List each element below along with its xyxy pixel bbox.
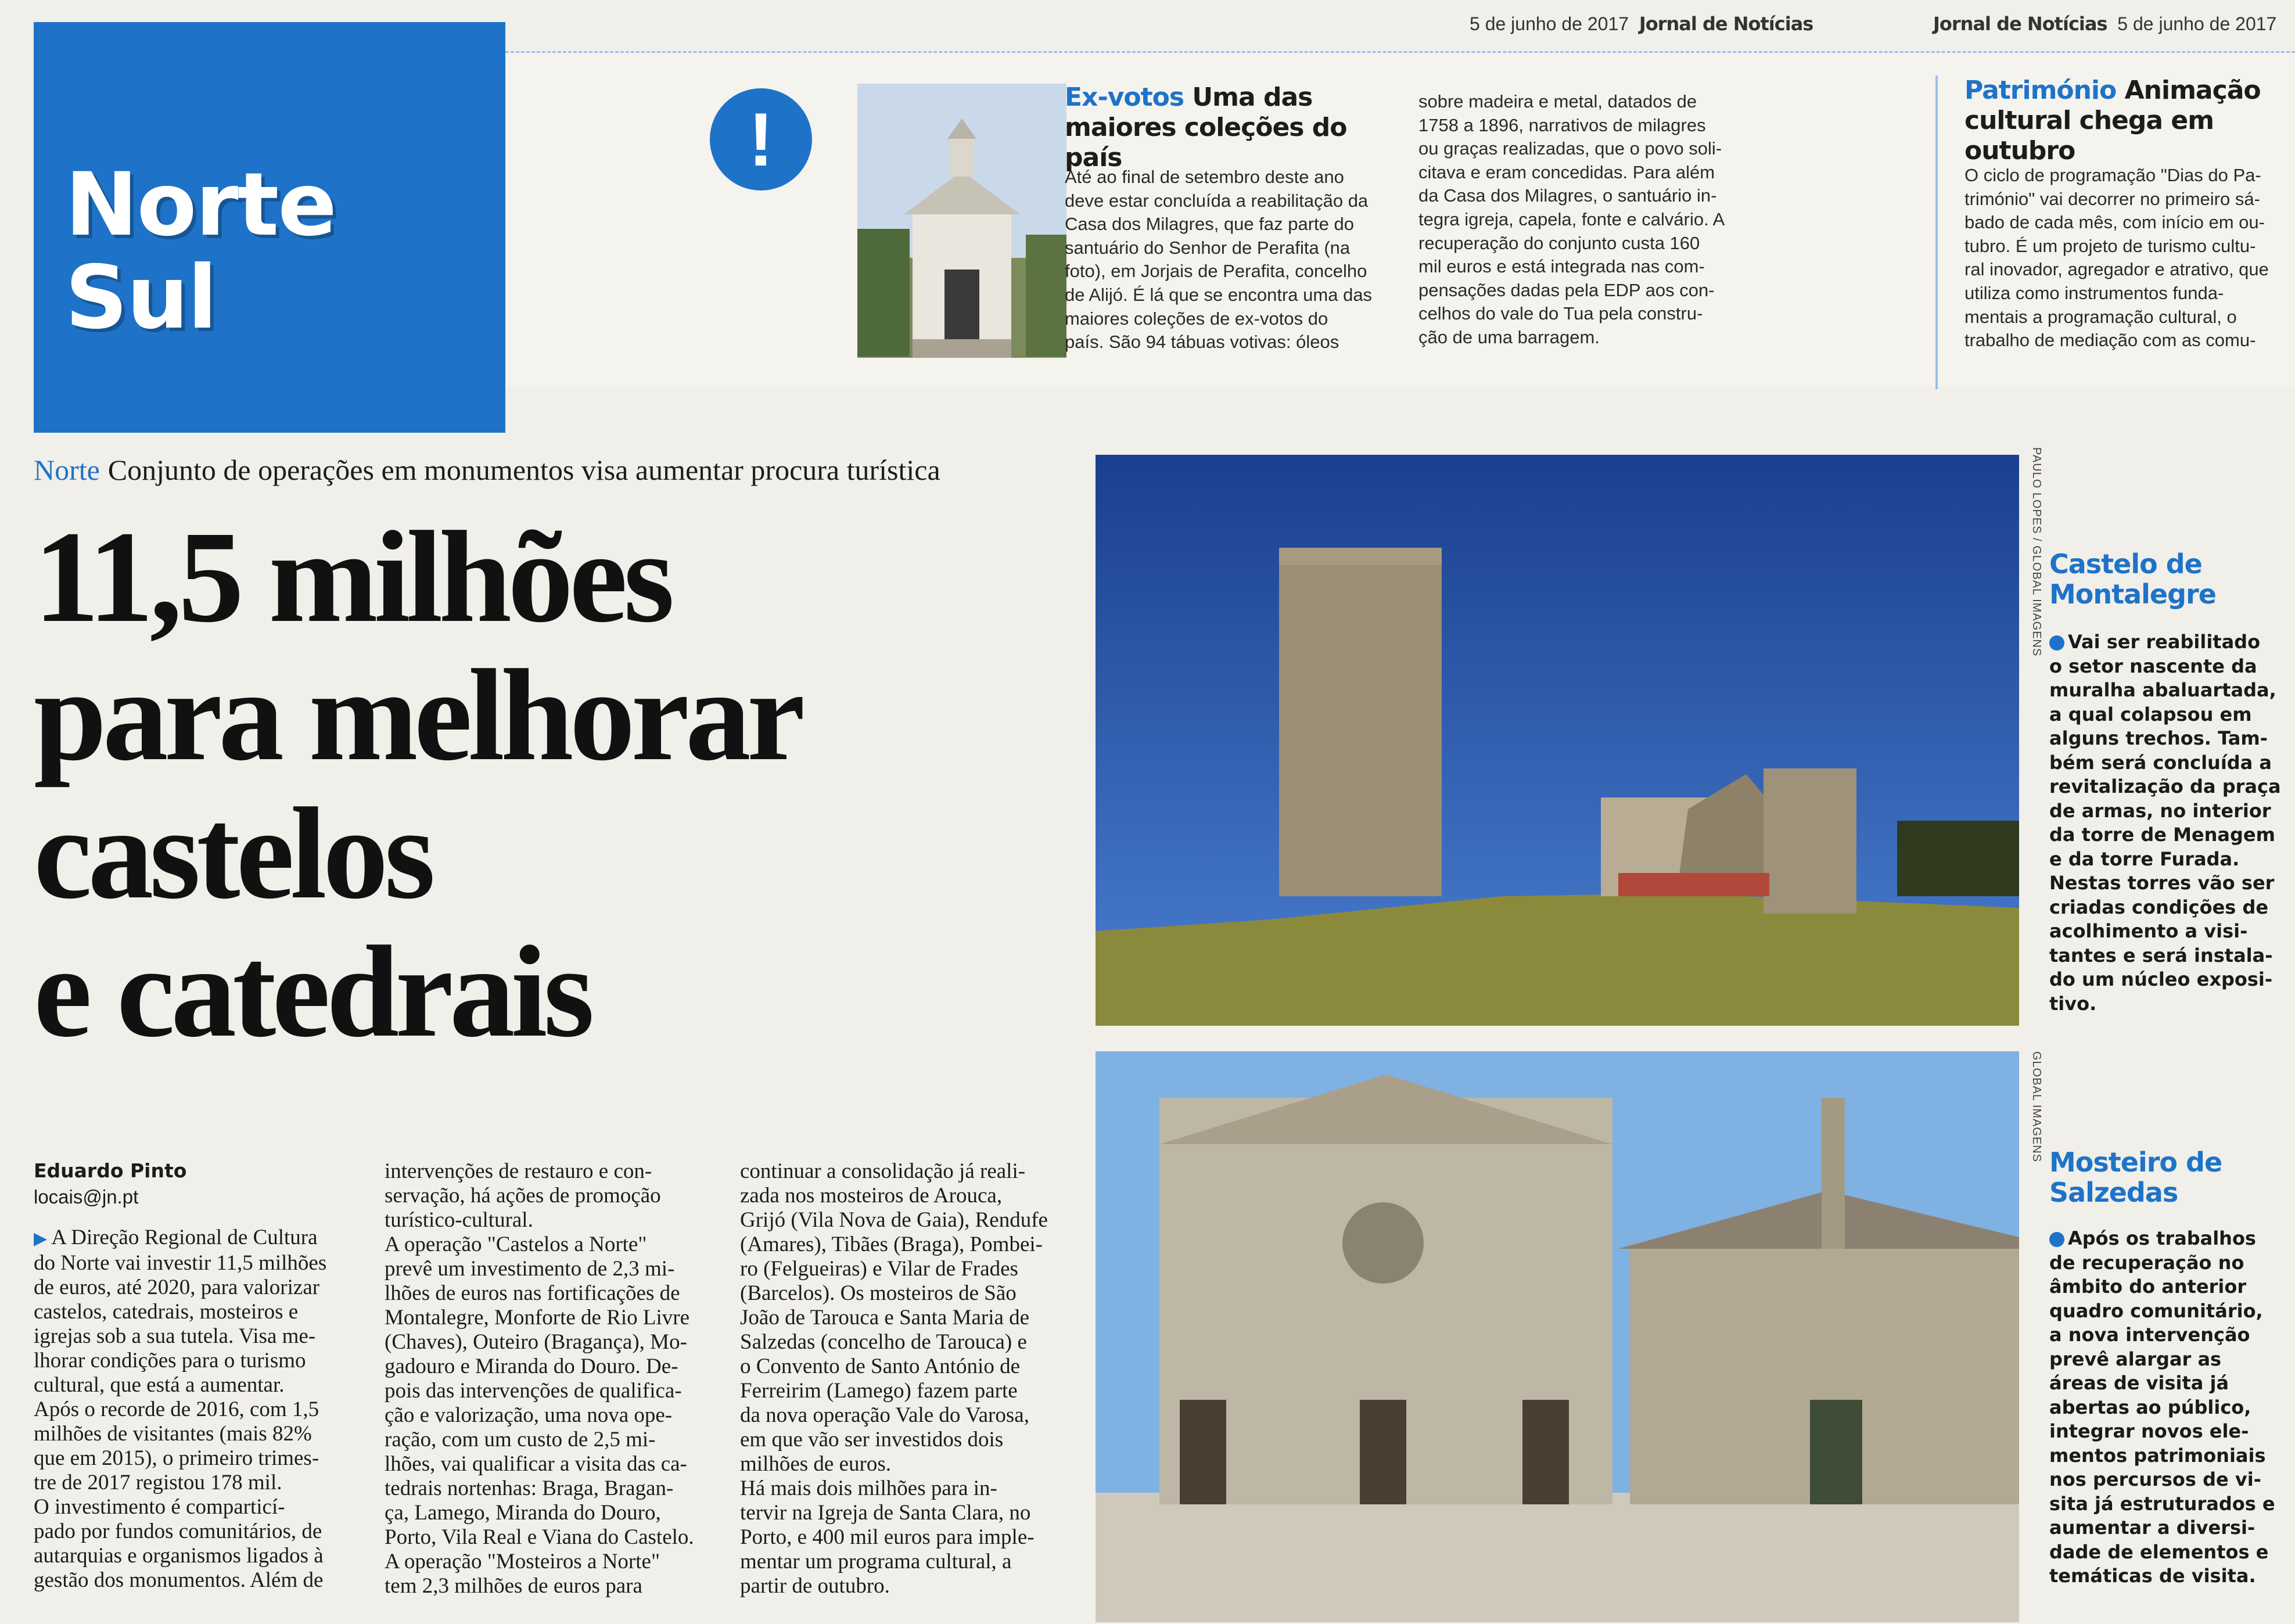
body-line: (Chaves), Outeiro (Bragança), Mo- bbox=[385, 1330, 687, 1354]
mosteiro-photo-credit: GLOBAL IMAGENS bbox=[2030, 1051, 2043, 1163]
exvotos-line: santuário do Senhor de Perafita (na bbox=[1065, 237, 1351, 258]
byline-email: locais@jn.pt bbox=[34, 1186, 139, 1208]
exvotos-chapel-photo bbox=[857, 84, 1066, 358]
castelo-montalegre-photo bbox=[1096, 455, 2019, 1026]
body-line: ção e valorização, uma nova ope- bbox=[385, 1403, 673, 1427]
exvotos-title bbox=[1065, 82, 1402, 173]
castelo-line: do um núcleo exposi- bbox=[2049, 968, 2273, 990]
body-line: que em 2015), o primeiro trimes- bbox=[34, 1446, 319, 1470]
exvotos-line: foto), em Jorjais de Perafita, concelho bbox=[1065, 261, 1367, 282]
mosteiro-line: aumentar a diversi- bbox=[2049, 1517, 2256, 1539]
headline-line-2: para melhorar bbox=[34, 642, 802, 788]
article-col-1 bbox=[34, 1226, 359, 1593]
mosteiro-caption-body bbox=[2049, 1227, 2287, 1589]
body-line: Grijó (Vila Nova de Gaia), Rendufe bbox=[740, 1208, 1048, 1232]
bullet-marker bbox=[2049, 1227, 2068, 1249]
castelo-caption-title: Castelo de Montalegre bbox=[2049, 548, 2216, 610]
body-line: João de Tarouca e Santa Maria de bbox=[740, 1306, 1030, 1330]
body-line: pado por fundos comunitários, de bbox=[34, 1519, 322, 1543]
patrimonio-line: utiliza como instrumentos funda- bbox=[1964, 282, 2224, 303]
exvotos-line: maiores coleções de ex-votos do bbox=[1065, 308, 1328, 329]
section-line-2: Sul bbox=[65, 247, 217, 348]
mosteiro-line: integrar novos ele- bbox=[2049, 1420, 2249, 1442]
body-line: A operação "Mosteiros a Norte" bbox=[385, 1550, 660, 1573]
header-right bbox=[1933, 13, 2276, 35]
body-line: servação, há ações de promoção bbox=[385, 1184, 661, 1208]
mosteiro-line: temáticas de visita. bbox=[2049, 1565, 2256, 1587]
body-line: da nova operação Vale do Varosa, bbox=[740, 1403, 1029, 1427]
patrimonio-line: ral inovador, agregador e atrativo, que bbox=[1964, 259, 2269, 280]
body-line: tem 2,3 milhões de euros para bbox=[385, 1574, 642, 1598]
exvotos-line: da Casa dos Milagres, o santuário in- bbox=[1418, 185, 1717, 206]
body-line: ração, com um custo de 2,5 mi- bbox=[385, 1428, 656, 1451]
patrimonio-keyword: Património bbox=[1964, 76, 2117, 105]
bullet-marker: ▶ bbox=[34, 1229, 48, 1248]
body-line: Porto, Vila Real e Viana do Castelo. bbox=[385, 1525, 694, 1549]
mosteiro-line: áreas de visita já bbox=[2049, 1372, 2229, 1394]
mosteiro-caption-title: Mosteiro de Salzedas bbox=[2049, 1147, 2222, 1208]
patrimonio-body bbox=[1964, 164, 2287, 353]
body-line: prevê um investimento de 2,3 mi- bbox=[385, 1257, 675, 1281]
patrimonio-line: mentais a programação cultural, o bbox=[1964, 306, 2237, 327]
section-line-1: Norte bbox=[65, 155, 336, 256]
body-line: castelos, catedrais, mosteiros e bbox=[34, 1300, 299, 1324]
body-line: pois das intervenções de qualifica- bbox=[385, 1379, 682, 1403]
mosteiro-line: de recuperação no bbox=[2049, 1251, 2244, 1274]
exclamation-icon: ! bbox=[710, 88, 812, 191]
castelo-line: criadas condições de bbox=[2049, 896, 2269, 918]
body-line: Ferreirim (Lamego) fazem parte bbox=[740, 1379, 1018, 1403]
patrimonio-line: tubro. É um projeto de turismo cultu- bbox=[1964, 235, 2256, 256]
body-line: milhões de euros. bbox=[740, 1452, 891, 1476]
body-line: tervir na Igreja de Santa Clara, no bbox=[740, 1501, 1031, 1525]
body-line: partir de outubro. bbox=[740, 1574, 890, 1598]
exvotos-line: tegra igreja, capela, fonte e calvário. A bbox=[1418, 209, 1725, 229]
patrimonio-line: trabalho de mediação com as comu- bbox=[1964, 330, 2256, 351]
mosteiro-line-text: Após os trabalhos bbox=[2068, 1227, 2256, 1249]
header-right-date: 5 de junho de 2017 bbox=[2117, 13, 2277, 34]
castelo-line bbox=[2049, 630, 2287, 655]
mosteiro-line: dade de elementos e bbox=[2049, 1540, 2269, 1563]
exvotos-line: de Alijó. É lá que se encontra uma das bbox=[1065, 284, 1373, 305]
body-line: autarquias e organismos ligados à bbox=[34, 1544, 324, 1568]
body-line: tedrais nortenhas: Braga, Bragan- bbox=[385, 1476, 674, 1500]
body-line: Montalegre, Monforte de Rio Livre bbox=[385, 1306, 690, 1330]
castelo-line: Nestas torres vão ser bbox=[2049, 872, 2275, 894]
mosteiro-line: quadro comunitário, bbox=[2049, 1299, 2263, 1322]
castelo-line: bém será concluída a bbox=[2049, 751, 2272, 774]
bullet-marker bbox=[2049, 631, 2068, 653]
mosteiro-line: nos percursos de vi- bbox=[2049, 1468, 2261, 1490]
exvotos-line: pensações dadas pela EDP aos con- bbox=[1418, 279, 1715, 300]
castelo-line: tivo. bbox=[2049, 992, 2097, 1015]
article-kicker bbox=[34, 453, 940, 487]
headline-line-3: castelos bbox=[34, 781, 432, 926]
body-line: A operação "Castelos a Norte" bbox=[385, 1233, 647, 1256]
header-right-paper: Jornal de Notícias bbox=[1933, 13, 2107, 35]
castelo-line: revitalização da praça bbox=[2049, 775, 2281, 797]
exvotos-line: mil euros e está integrada nas com- bbox=[1418, 256, 1705, 277]
exvotos-line: recuperação do conjunto custa 160 bbox=[1418, 232, 1700, 253]
exvotos-line: ção de uma barragem. bbox=[1418, 326, 1600, 347]
body-line: de euros, até 2020, para valorizar bbox=[34, 1276, 320, 1299]
castelo-line: da torre de Menagem bbox=[2049, 824, 2275, 846]
body-line: tre de 2017 registou 178 mil. bbox=[34, 1471, 282, 1494]
body-line: Salzedas (concelho de Tarouca) e bbox=[740, 1330, 1027, 1354]
section-badge bbox=[34, 22, 505, 433]
castelo-line: e da torre Furada. bbox=[2049, 847, 2240, 870]
patrimonio-line: trimónio" vai decorrer no primeiro sá- bbox=[1964, 188, 2260, 209]
castelo-photo-credit: PAULO LOPES / GLOBAL IMAGENS bbox=[2030, 447, 2043, 657]
exvotos-keyword: Ex-votos bbox=[1065, 82, 1184, 112]
castelo-caption-body bbox=[2049, 630, 2287, 1016]
body-line: continuar a consolidação já reali- bbox=[740, 1159, 1026, 1183]
body-line: lhorar condições para o turismo bbox=[34, 1349, 306, 1373]
body-line: Porto, e 400 mil euros para imple- bbox=[740, 1525, 1035, 1549]
article-col-3 bbox=[740, 1159, 1065, 1598]
body-line: O investimento é comparticí- bbox=[34, 1495, 285, 1519]
body-line: do Norte vai investir 11,5 milhões bbox=[34, 1251, 327, 1275]
mosteiro-line: mentos patrimoniais bbox=[2049, 1444, 2266, 1467]
header-left bbox=[1470, 13, 1813, 35]
exvotos-line: ou graças realizadas, que o povo soli- bbox=[1418, 138, 1722, 159]
article-col-2 bbox=[385, 1159, 713, 1598]
body-line bbox=[34, 1226, 359, 1251]
body-line: turístico-cultural. bbox=[385, 1208, 533, 1232]
patrimonio-title-text: Animação cultural chega em outubro bbox=[1964, 76, 2261, 166]
exvotos-title-text: Uma das maiores coleções do país bbox=[1065, 82, 1347, 173]
exvotos-line: Casa dos Milagres, que faz parte do bbox=[1065, 214, 1354, 235]
patrimonio-line: O ciclo de programação "Dias do Pa- bbox=[1964, 165, 2261, 185]
patrimonio-title bbox=[1964, 76, 2290, 166]
castelo-line: de armas, no interior bbox=[2049, 799, 2271, 822]
byline-author: Eduardo Pinto bbox=[34, 1159, 187, 1182]
mosteiro-line: âmbito do anterior bbox=[2049, 1276, 2247, 1298]
header-left-paper: Jornal de Notícias bbox=[1639, 13, 1813, 35]
exvotos-line: sobre madeira e metal, datados de bbox=[1418, 91, 1697, 112]
body-line: o Convento de Santo António de bbox=[740, 1354, 1020, 1378]
exvotos-line: 1758 a 1896, narrativos de milagres bbox=[1418, 114, 1706, 135]
body-line: (Barcelos). Os mosteiros de São bbox=[740, 1281, 1017, 1305]
kicker-keyword: Norte bbox=[34, 454, 100, 486]
kicker-text: Conjunto de operações em monumentos visa aumentar procura turística bbox=[107, 454, 940, 486]
exvotos-body-col2 bbox=[1418, 90, 1745, 350]
exvotos-line: Até ao final de setembro deste ano bbox=[1065, 167, 1344, 187]
mosteiro-line: abertas ao público, bbox=[2049, 1396, 2251, 1418]
body-line: lhões de euros nas fortificações de bbox=[385, 1281, 680, 1305]
body-line: intervenções de restauro e con- bbox=[385, 1159, 652, 1183]
body-line: cultural, que está a aumentar. bbox=[34, 1373, 285, 1397]
patrimonio-line: bado de cada mês, com início em ou- bbox=[1964, 212, 2265, 233]
mosteiro-line bbox=[2049, 1227, 2287, 1251]
exvotos-line: país. São 94 tábuas votivas: óleos bbox=[1065, 332, 1339, 353]
mosteiro-line: sita já estruturados e bbox=[2049, 1492, 2275, 1515]
body-line: gestão dos monumentos. Além de bbox=[34, 1568, 324, 1592]
body-line: (Amares), Tibães (Braga), Pombei- bbox=[740, 1233, 1043, 1256]
headline-line-1: 11,5 milhões bbox=[34, 504, 671, 649]
body-line: gadouro e Miranda do Douro. De- bbox=[385, 1354, 678, 1378]
body-line: milhões de visitantes (mais 82% bbox=[34, 1422, 312, 1446]
body-line: lhões, vai qualificar a visita das ca- bbox=[385, 1452, 687, 1476]
body-line: Após o recorde de 2016, com 1,5 bbox=[34, 1397, 319, 1421]
body-line: ro (Felgueiras) e Vilar de Frades bbox=[740, 1257, 1018, 1281]
mosteiro-line: a nova intervenção bbox=[2049, 1324, 2250, 1346]
body-line: em que vão ser investidos dois bbox=[740, 1428, 1004, 1451]
exvotos-line: celhos do vale do Tua pela constru- bbox=[1418, 303, 1703, 324]
castelo-line: muralha abaluartada, bbox=[2049, 679, 2276, 701]
body-line: zada nos mosteiros de Arouca, bbox=[740, 1184, 1003, 1208]
castelo-line: acolhimento a visi- bbox=[2049, 920, 2248, 942]
mosteiro-salzedas-photo bbox=[1096, 1051, 2019, 1622]
headline-line-4: e catedrais bbox=[34, 919, 591, 1064]
exvotos-body-col1 bbox=[1065, 166, 1396, 354]
exvotos-line: citava e eram concedidas. Para além bbox=[1418, 161, 1715, 182]
column-divider bbox=[1935, 76, 1938, 389]
body-line: Há mais dois milhões para in- bbox=[740, 1476, 997, 1500]
castelo-line-text: Vai ser reabilitado bbox=[2068, 631, 2261, 653]
body-line: ça, Lamego, Miranda do Douro, bbox=[385, 1501, 661, 1525]
exvotos-line: deve estar concluída a reabilitação da bbox=[1065, 190, 1369, 211]
castelo-line: alguns trechos. Tam- bbox=[2049, 727, 2268, 749]
castelo-line: o setor nascente da bbox=[2049, 655, 2257, 677]
header-left-date: 5 de junho de 2017 bbox=[1470, 13, 1629, 34]
body-line: mentar um programa cultural, a bbox=[740, 1550, 1012, 1573]
body-line: igrejas sob a sua tutela. Visa me- bbox=[34, 1324, 316, 1348]
castelo-line: a qual colapsou em bbox=[2049, 703, 2252, 725]
castelo-line: tantes e será instala- bbox=[2049, 944, 2273, 967]
mosteiro-line: prevê alargar as bbox=[2049, 1348, 2222, 1370]
body-line-text: A Direção Regional de Cultura bbox=[51, 1226, 318, 1249]
